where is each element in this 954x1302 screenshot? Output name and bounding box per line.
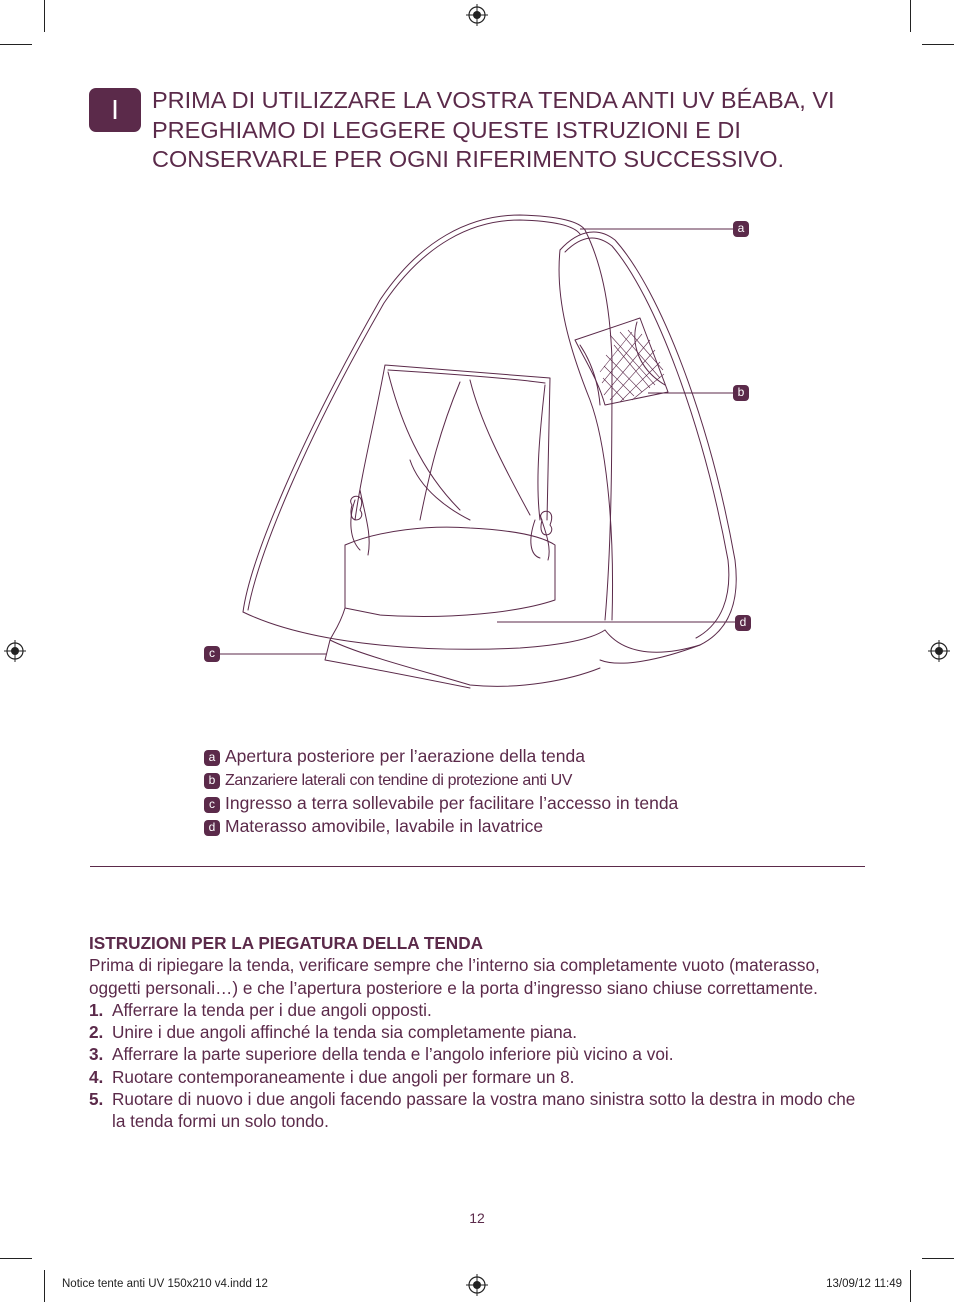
section-intro: Prima di ripiegare la tenda, verificare sempre che l’interno sia completamente vuoto (materasso, oggetti personali…) e che l’apertura posteriore e la porta d’ingresso siano chiuse correttamente. (89, 955, 820, 998)
steps-list (89, 999, 869, 1133)
step-number: 3. (89, 1044, 104, 1065)
print-timestamp: 13/09/12 11:49 (826, 1278, 902, 1290)
section-heading: ISTRUZIONI PER LA PIEGATURA DELLA TENDA (89, 933, 484, 953)
registration-mark-icon (466, 4, 488, 26)
step-number: 2. (89, 1022, 104, 1043)
step-text: Afferrare la tenda per i due angoli opposti. (112, 999, 432, 1020)
folding-instructions (89, 932, 869, 1133)
legend-text: Apertura posteriore per l’aerazione della tenda (225, 746, 585, 766)
step-text: Ruotare di nuovo i due angoli facendo passare la vostra mano sinistra sotto la destra in modo che la tenda formi un solo tondo. (112, 1089, 856, 1132)
title-line: CONSERVARLE PER OGNI RIFERIMENTO SUCCESSIVO. (152, 146, 785, 172)
list-item (89, 1043, 869, 1065)
legend-item (204, 815, 678, 838)
title-line: PRIMA DI UTILIZZARE LA VOSTRA TENDA ANTI UV BÉABA, VI (152, 87, 835, 113)
callout-marker-b: b (733, 385, 749, 401)
step-number: 5. (89, 1089, 104, 1110)
step-text: Ruotare contemporaneamente i due angoli per formare un 8. (112, 1066, 575, 1087)
legend-text: Ingresso a terra sollevabile per facilitare l’accesso in tenda (225, 793, 679, 813)
callout-marker-d: d (735, 615, 751, 631)
file-slug: Notice tente anti UV 150x210 v4.indd 12 (62, 1278, 268, 1290)
page-title (152, 86, 872, 175)
list-item (89, 1066, 869, 1088)
legend-marker: b (204, 773, 220, 789)
tent-illustration (200, 200, 780, 700)
registration-mark-icon (928, 640, 950, 662)
list-item (89, 1021, 869, 1043)
legend-marker: a (204, 750, 220, 766)
figure-legend (204, 745, 678, 837)
list-item (89, 999, 869, 1021)
title-line: PREGHIAMO DI LEGGERE QUESTE ISTRUZIONI E DI (152, 116, 741, 143)
section-divider (90, 866, 865, 867)
step-number: 1. (89, 999, 104, 1020)
step-text: Afferrare la parte superiore della tenda e l’angolo inferiore più vicino a voi. (112, 1044, 674, 1065)
step-number: 4. (89, 1066, 104, 1087)
legend-marker: d (204, 820, 220, 836)
step-text: Unire i due angoli affinché la tenda sia completamente piana. (112, 1022, 578, 1043)
crop-mark (910, 0, 911, 32)
crop-mark (910, 1270, 911, 1302)
callout-marker-c: c (204, 646, 220, 662)
crop-mark (44, 0, 45, 32)
page-number: 12 (469, 1210, 485, 1226)
legend-item (204, 745, 678, 768)
legend-marker: c (204, 797, 220, 813)
crop-mark (0, 44, 32, 45)
crop-mark (922, 1258, 954, 1259)
legend-text: Zanzariere laterali con tendine di protezione anti UV (225, 771, 573, 789)
list-item (89, 1088, 869, 1133)
legend-item (204, 792, 678, 815)
callout-marker-a: a (733, 221, 749, 237)
legend-text: Materasso amovibile, lavabile in lavatrice (225, 815, 544, 836)
registration-mark-icon (466, 1274, 488, 1296)
legend-item (204, 768, 678, 793)
crop-mark (0, 1258, 32, 1259)
crop-mark (44, 1270, 45, 1302)
crop-mark (922, 44, 954, 45)
language-badge: I (89, 88, 141, 132)
registration-mark-icon (4, 640, 26, 662)
